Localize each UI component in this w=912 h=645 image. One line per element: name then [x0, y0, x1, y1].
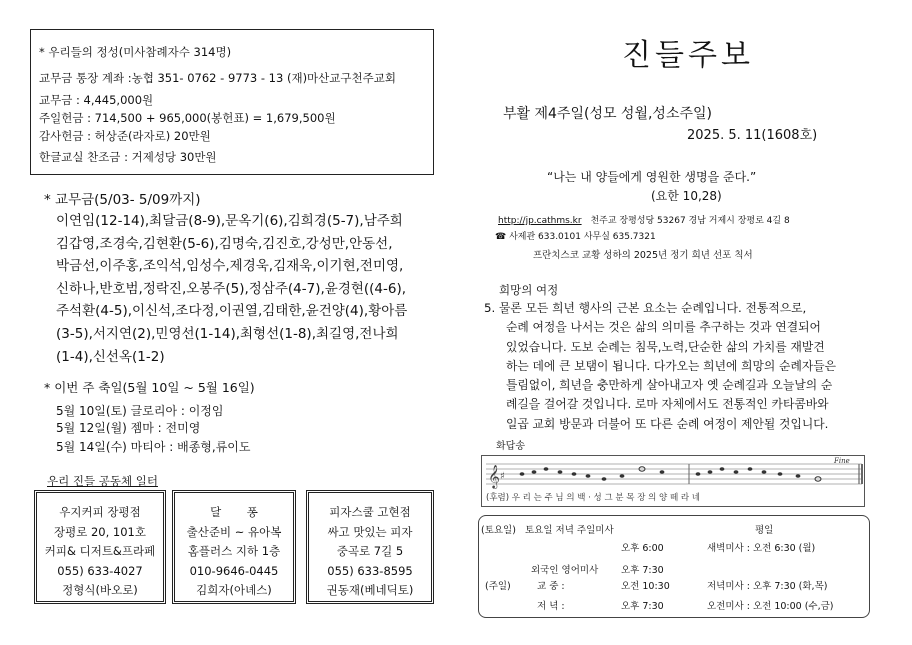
- community-heading: 우리 진들 공동체 일터: [47, 474, 158, 488]
- papal-bull-title: 프란치스코 교황 성하의 2025년 정기 희년 선포 칙서: [533, 250, 753, 261]
- bulletin-date: 2025. 5. 11(1608호): [687, 128, 818, 143]
- shop-card: [34, 490, 166, 604]
- shop-phone: 010-9646-0445: [189, 563, 279, 578]
- shop-name: 피자스쿨 고현점: [329, 505, 411, 519]
- offering-line: 한글교실 찬조금 : 거제성당 30만원: [39, 150, 217, 164]
- weekday-heading: 평일: [755, 525, 774, 536]
- morning-mass: 오전미사 : 오전 10:00 (수,금): [707, 601, 834, 612]
- fine-mark: Fine: [834, 457, 850, 465]
- reflection-line: 5. 물론 모든 희년 행사의 근본 요소는 순례입니다. 전통적으로,: [484, 301, 807, 315]
- treble-clef-icon: 𝄞: [488, 464, 500, 488]
- tithe-line: 신하나,반호범,정락진,오봉주(5),정삼주(4-7),윤경현((4-6),: [56, 280, 407, 297]
- shop-line: 출산준비 ~ 유아복: [186, 524, 282, 539]
- shop-name: 우지커피 장평점: [59, 505, 141, 519]
- gospel-quote: “나는 내 양들에게 영원한 생명을 준다.”: [547, 170, 757, 184]
- tithe-line: (3-5),서지연(2),민영선(1-14),최형선(1-8),최길영,전나희: [56, 325, 399, 342]
- feast-item: 5월 10일(토) 글로리아 : 이정임: [56, 404, 224, 418]
- feast-item: 5월 12일(월) 젬마 : 전미영: [56, 421, 201, 435]
- youth-mass-time: 오전 10:30: [621, 581, 670, 592]
- reflection-line: 일곱 교회 방문과 더불어 또 다른 순례 여정이 제안될 것입니다.: [506, 416, 829, 431]
- reflection-heading: 희망의 여정: [499, 283, 559, 297]
- shop-owner: 김희자(아녜스): [196, 583, 272, 597]
- shop-line: 홈플러스 지하 1층: [187, 544, 281, 558]
- bulletin-title: 진들주보: [622, 38, 754, 73]
- reflection-line: 례길을 걸어갈 것입니다. 로마 자체에서도 전통적인 카타콤바와: [506, 397, 829, 412]
- tithe-names: [56, 210, 436, 368]
- reflection-line: 순례 여정을 나서는 것은 삶의 의미를 추구하는 것과 연결되어: [506, 320, 821, 335]
- staff-lines: [486, 464, 862, 484]
- psalm-label: 화답송: [496, 441, 525, 452]
- foreign-mass-label: 외국인 영어미사: [531, 565, 599, 576]
- reflection-paragraph: [484, 299, 864, 434]
- shop-line: 커피& 디저트&프라페: [44, 544, 156, 558]
- evening-mass: 저녁미사 : 오후 7:30 (화,목): [707, 581, 828, 592]
- offering-box: [30, 29, 434, 175]
- reflection-line: 하는 데에 큰 보탬이 됩니다. 다가오는 희년에 희망의 순례자들은: [506, 358, 837, 373]
- shop-card: [172, 490, 296, 604]
- foreign-mass-time: 오후 7:30: [621, 565, 664, 576]
- shop-phone: 055) 633-8595: [327, 563, 413, 578]
- mass-schedule: [478, 515, 870, 618]
- gospel-reference: (요한 10,28): [651, 189, 722, 203]
- offering-line: 교무금 : 4,445,000원: [39, 93, 154, 107]
- youth-mass-label: 교 중 :: [537, 581, 565, 592]
- offering-line: 주일헌금 : 714,500 + 965,000(봉헌표) = 1,679,500원: [39, 111, 336, 125]
- night-mass-label: 저 녁 :: [537, 601, 565, 612]
- shop-line: 중곡로 7길 5: [336, 544, 404, 558]
- liturgical-sunday: 부활 제4주일(성모 성월,성소주일): [503, 106, 712, 122]
- offering-heading: * 우리들의 정성(미사참례자수 314명): [39, 45, 232, 59]
- shop-line: 싸고 맛있는 피자: [327, 524, 413, 539]
- feasts-heading: * 이번 주 축일(5월 10일 ~ 5월 16일): [44, 380, 255, 395]
- night-mass-time: 오후 7:30: [621, 601, 664, 612]
- tithe-line: 박금선,이주홍,조익석,임성수,제경욱,김재욱,이기현,전미영,: [56, 258, 404, 275]
- dawn-mass: 새벽미사 : 오전 6:30 (월): [707, 543, 816, 554]
- saturday-tag: (토요일): [481, 525, 516, 536]
- key-signature-icon: ♯: [500, 471, 505, 482]
- sunday-tag: (주일): [485, 581, 511, 592]
- shop-name: 달 퐁: [210, 505, 258, 519]
- parish-info-line: [498, 213, 790, 226]
- shop-line: 장평로 20, 101호: [54, 524, 146, 539]
- shop-owner: 권동재(베네딕토): [326, 583, 414, 597]
- tithe-heading: * 교무금(5/03- 5/09까지): [44, 192, 201, 208]
- reflection-line: 있었습니다. 도보 순례는 침묵,노력,단순한 삶의 가치를 재발견: [506, 339, 825, 354]
- offering-line: 감사헌금 : 허상준(라자로) 20만원: [39, 129, 211, 143]
- saturday-mass-label: 토요일 저녁 주일미사: [525, 525, 614, 536]
- shop-owner: 정형식(바오로): [62, 583, 138, 597]
- staff-svg: [482, 456, 866, 508]
- parish-url[interactable]: http://jp.cathms.kr: [498, 216, 582, 226]
- tithe-line: 이연임(12-14),최달금(8-9),문옥기(6),김희경(5-7),남주희: [56, 213, 403, 229]
- reflection-line: 틀림없이, 희년을 충만하게 살아내고자 옛 순례길과 오늘날의 순: [506, 378, 833, 393]
- shop-card: [306, 490, 434, 604]
- tithe-line: (1-4),신선옥(1-2): [56, 348, 165, 365]
- shop-phone: 055) 633-4027: [57, 563, 143, 578]
- music-score: [481, 455, 865, 507]
- saturday-mass-time: 오후 6:00: [621, 543, 664, 554]
- parish-address: 천주교 장평성당 53267 경남 거제시 장평로 4길 8: [590, 216, 790, 226]
- tithe-line: 주석환(4-5),이신석,조다정,이권열,김태한,윤건양(4),황아름: [56, 303, 408, 320]
- feast-item: 5월 14일(수) 마티아 : 배종형,류이도: [56, 440, 251, 454]
- offering-line: 교무금 통장 계좌 :농협 351- 0762 - 9773 - 13 (재)마산교구천주교회: [39, 71, 396, 85]
- psalm-lyrics: (후렴) 우 리 는 주 님 의 백 ‧ 성 그 분 목 장 의 양 떼 라 네: [486, 493, 700, 503]
- tithe-line: 김갑영,조경숙,김현환(5-6),김명숙,김진호,강성만,안동선,: [56, 235, 393, 252]
- parish-phones: ☎ 사제관 633.0101 사무실 635.7321: [495, 232, 656, 242]
